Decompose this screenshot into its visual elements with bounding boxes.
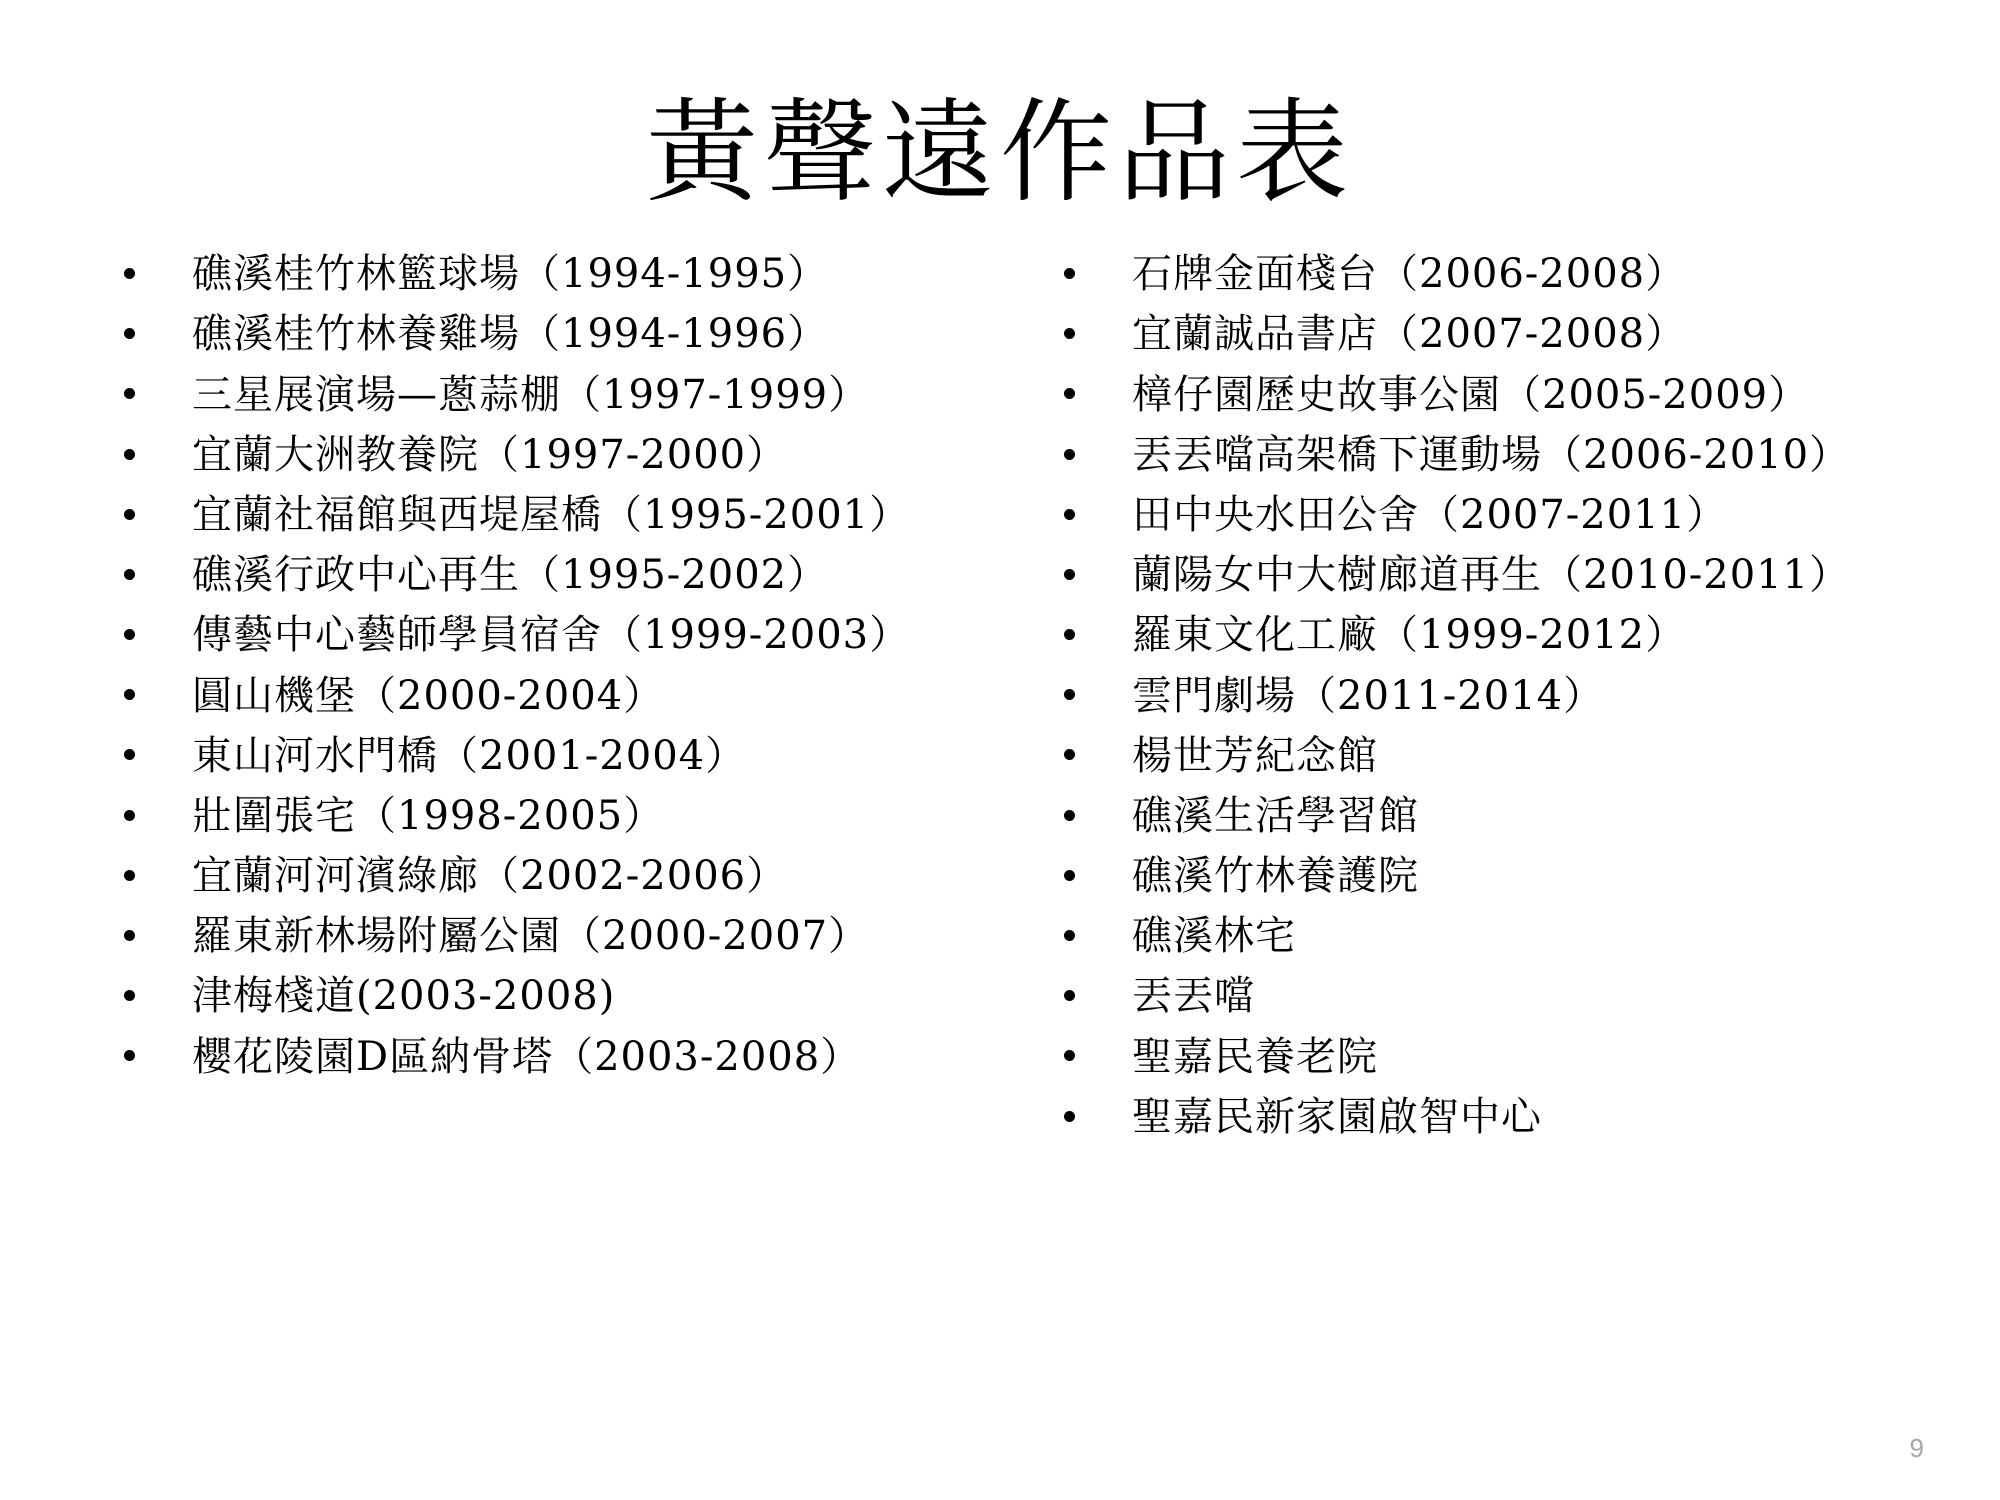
list-item-label: 雲門劇場（2011-2014） [1132, 672, 1605, 719]
list-item [1050, 430, 1930, 481]
list-item-label: 羅東新林場附屬公園（2000-2007） [192, 913, 870, 960]
bullet-dot-icon [1064, 1111, 1075, 1122]
bullet-dot-icon [1064, 870, 1075, 881]
left-column [70, 249, 990, 1092]
list-item-label: 宜蘭誠品書店（2007-2008） [1132, 311, 1687, 358]
bullet-dot-icon [1064, 268, 1075, 279]
works-list-left [110, 249, 990, 1083]
bullet-dot-icon [1064, 449, 1075, 460]
list-item-label: 三星展演場—蔥蒜棚（1997-1999） [192, 371, 870, 418]
list-item [1050, 550, 1930, 601]
list-item [1050, 610, 1930, 661]
list-item-label: 石牌金面棧台（2006-2008） [1132, 251, 1687, 298]
list-item-label: 津梅棧道(2003-2008) [192, 973, 616, 1020]
bullet-dot-icon [1064, 328, 1075, 339]
bullet-dot-icon [1064, 388, 1075, 399]
list-item [110, 791, 990, 842]
list-item-label: 蘭陽女中大樹廊道再生（2010-2011） [1132, 552, 1851, 599]
list-item-label: 宜蘭大洲教養院（1997-2000） [192, 431, 788, 478]
bullet-dot-icon [1064, 1050, 1075, 1061]
page-title: 黃聲遠作品表 [646, 88, 1354, 218]
bullet-dot-icon [1064, 930, 1075, 941]
list-item [1050, 791, 1930, 842]
list-item [1050, 731, 1930, 782]
list-item [110, 610, 990, 661]
list-item-label: 礁溪生活學習館 [1132, 792, 1419, 839]
list-item-label: 宜蘭河河濱綠廊（2002-2006） [192, 853, 788, 900]
list-item-label: 宜蘭社福館與西堤屋橋（1995-2001） [192, 491, 911, 538]
list-item [1050, 490, 1930, 541]
bullet-dot-icon [124, 388, 135, 399]
list-item [1050, 671, 1930, 722]
bullet-dot-icon [124, 689, 135, 700]
list-item-label: 東山河水門橋（2001-2004） [192, 732, 747, 779]
list-item-label: 圓山機堡（2000-2004） [192, 672, 665, 719]
list-item [110, 911, 990, 962]
list-item [1050, 249, 1930, 300]
list-item [1050, 851, 1930, 902]
list-item [110, 370, 990, 421]
bullet-dot-icon [1064, 749, 1075, 760]
list-item-label: 丟丟噹高架橋下運動場（2006-2010） [1132, 431, 1851, 478]
list-item [110, 971, 990, 1022]
list-item [110, 851, 990, 902]
list-item [110, 490, 990, 541]
bullet-dot-icon [124, 569, 135, 580]
list-item-label: 樟仔園歷史故事公園（2005-2009） [1132, 371, 1810, 418]
bullet-dot-icon [1064, 990, 1075, 1001]
list-item [110, 249, 990, 300]
list-item-label: 壯圍張宅（1998-2005） [192, 792, 665, 839]
list-item-label: 礁溪桂竹林養雞場（1994-1996） [192, 311, 829, 358]
bullet-dot-icon [124, 810, 135, 821]
bullet-dot-icon [1064, 629, 1075, 640]
content-columns [0, 215, 2000, 1152]
list-item-label: 傳藝中心藝師學員宿舍（1999-2003） [192, 612, 911, 659]
list-item [1050, 370, 1930, 421]
list-item [110, 550, 990, 601]
bullet-dot-icon [124, 930, 135, 941]
list-item-label: 聖嘉民新家園啟智中心 [1132, 1093, 1542, 1140]
right-column [990, 249, 1930, 1152]
bullet-dot-icon [124, 990, 135, 1001]
list-item-label: 丟丟噹 [1132, 973, 1255, 1020]
list-item-label: 礁溪林宅 [1132, 913, 1296, 960]
list-item [1050, 971, 1930, 1022]
bullet-dot-icon [1064, 689, 1075, 700]
list-item [1050, 309, 1930, 360]
bullet-dot-icon [1064, 509, 1075, 520]
page-number: 9 [1909, 1433, 1924, 1463]
works-list-right [1050, 249, 1930, 1143]
list-item-label: 羅東文化工廠（1999-2012） [1132, 612, 1687, 659]
bullet-dot-icon [124, 268, 135, 279]
list-item-label: 櫻花陵園D區納骨塔（2003-2008） [192, 1033, 862, 1080]
list-item [1050, 1092, 1930, 1143]
list-item [1050, 911, 1930, 962]
bullet-dot-icon [124, 509, 135, 520]
list-item [110, 671, 990, 722]
list-item [110, 309, 990, 360]
list-item [110, 1032, 990, 1083]
list-item [110, 430, 990, 481]
bullet-dot-icon [1064, 810, 1075, 821]
list-item-label: 田中央水田公舍（2007-2011） [1132, 491, 1728, 538]
list-item-label: 楊世芳紀念館 [1132, 732, 1378, 779]
list-item-label: 聖嘉民養老院 [1132, 1033, 1378, 1080]
bullet-dot-icon [1064, 569, 1075, 580]
bullet-dot-icon [124, 749, 135, 760]
bullet-dot-icon [124, 449, 135, 460]
list-item [1050, 1032, 1930, 1083]
bullet-dot-icon [124, 629, 135, 640]
list-item [110, 731, 990, 782]
list-item-label: 礁溪竹林養護院 [1132, 853, 1419, 900]
bullet-dot-icon [124, 1050, 135, 1061]
bullet-dot-icon [124, 870, 135, 881]
bullet-dot-icon [124, 328, 135, 339]
list-item-label: 礁溪行政中心再生（1995-2002） [192, 552, 829, 599]
list-item-label: 礁溪桂竹林籃球場（1994-1995） [192, 251, 829, 298]
